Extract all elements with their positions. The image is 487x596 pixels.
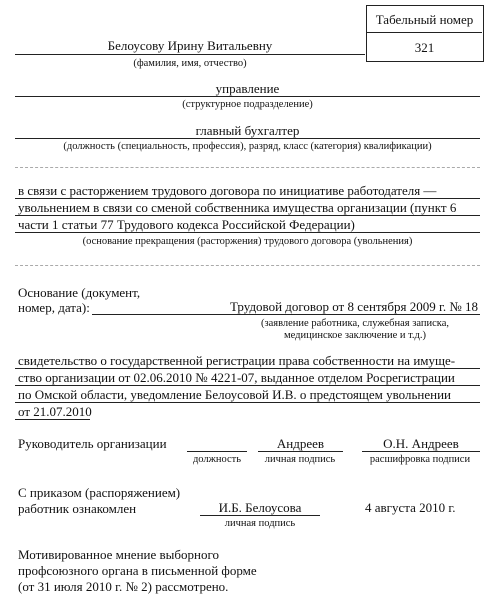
basis-detail-2: ство организации от 02.06.2010 № 4221-07, выданное отделом Росрегистрации [18, 370, 455, 385]
acquainted-caption-signature: личная подпись [224, 518, 296, 529]
reason-line-1: в связи с расторжением трудового договора по инициативе работодателя — [18, 183, 437, 198]
tabel-number: 321 [414, 40, 435, 55]
basis-caption-2: медицинское заключение и т.д.) [283, 330, 427, 341]
basis-value-line [92, 314, 480, 315]
reason-underline-1 [15, 198, 480, 199]
union-line-1: Мотивированное мнение выборного [18, 547, 219, 562]
acquainted-signature: И.Б. Белоусова [218, 500, 302, 515]
employee-name-line [15, 54, 365, 55]
basis-detail-3: по Омской области, уведомление Белоусовой И.В. о предстоящем увольнении [18, 387, 451, 402]
basis-label-1: Основание (документ, [18, 285, 141, 300]
basis-detail-underline-1 [15, 368, 480, 369]
head-caption-signature: личная подпись [264, 454, 336, 465]
acquainted-label-2: работник ознакомлен [18, 501, 137, 516]
basis-detail-4: от 21.07.2010 [18, 404, 92, 419]
head-caption-position: должность [192, 454, 242, 465]
reason-line-3: части 1 статьи 77 Трудового кодекса Российской Федерации) [18, 217, 355, 232]
reason-caption: (основание прекращения (расторжения) трудового договора (увольнения) [82, 236, 413, 247]
acquainted-label-1: С приказом (распоряжением) [18, 485, 181, 500]
position-caption: (должность (специальность, профессия), разряд, класс (категория) квалификации) [63, 141, 432, 152]
basis-detail-underline-2 [15, 385, 480, 386]
employee-name-caption: (фамилия, имя, отчество) [133, 58, 247, 69]
tabel-box-divider [367, 32, 482, 33]
department-line [15, 96, 480, 97]
separator-line [15, 167, 480, 168]
reason-line-2: увольнением в связи со сменой собственника имущества организации (пункт 6 [18, 200, 457, 215]
head-decoding-line [362, 451, 480, 452]
union-line-2: профсоюзного органа в письменной форме [18, 563, 257, 578]
head-decoding: О.Н. Андреев [383, 436, 459, 451]
reason-underline-2 [15, 215, 480, 216]
department-value: управление [215, 81, 280, 96]
reason-underline-3 [15, 232, 480, 233]
basis-caption-1: (заявление работника, служебная записка, [260, 318, 450, 329]
union-line-3: (от 31 июля 2010 г. № 2) рассмотрено. [18, 579, 229, 594]
basis-value: Трудовой договор от 8 сентября 2009 г. № 18 [229, 299, 478, 314]
tabel-header: Табельный номер [375, 12, 474, 27]
basis-label-2: номер, дата): [18, 300, 90, 315]
basis-detail-underline-4 [15, 419, 90, 420]
department-caption: (структурное подразделение) [182, 99, 313, 110]
basis-detail-1: свидетельство о государственной регистрации права собственности на имуще- [18, 353, 456, 368]
acquainted-date: 4 августа 2010 г. [365, 500, 456, 515]
employee-name: Белоусову Ирину Витальевну [107, 38, 273, 53]
position-value: главный бухгалтер [195, 123, 300, 138]
head-label: Руководитель организации [18, 436, 167, 451]
position-line [15, 138, 480, 139]
head-signature-line [258, 451, 343, 452]
basis-detail-underline-3 [15, 402, 480, 403]
head-position-line [187, 451, 247, 452]
separator-line-2 [15, 265, 480, 266]
head-signature: Андреев [276, 436, 325, 451]
acquainted-signature-line [200, 515, 320, 516]
head-caption-decoding: расшифровка подписи [369, 454, 471, 465]
